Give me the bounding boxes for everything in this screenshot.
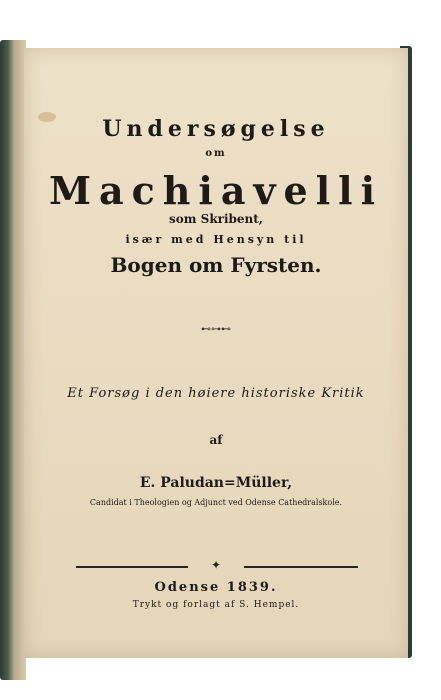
title-line-2: om bbox=[205, 148, 227, 159]
ornament-divider: ⊷⊶⊷ bbox=[201, 324, 231, 335]
by-line: af bbox=[209, 433, 223, 447]
title-page bbox=[24, 48, 408, 658]
subtitle-line-2: især med Hensyn til bbox=[125, 233, 307, 246]
subtitle-line-1: som Skribent, bbox=[169, 212, 263, 226]
title-line-1: Undersøgelse bbox=[102, 116, 330, 142]
main-title: Machiavelli bbox=[48, 168, 384, 213]
rule-right bbox=[244, 566, 358, 568]
book-spine-edge bbox=[0, 40, 26, 680]
ornament-star: ✦ bbox=[210, 558, 222, 572]
subtitle-essay: Et Forsøg i den høiere historiske Kritik bbox=[67, 386, 365, 401]
place-year: Odense 1839. bbox=[154, 580, 278, 595]
author-name: E. Paludan=Müller, bbox=[139, 475, 293, 491]
printer-line: Trykt og forlagt af S. Hempel. bbox=[132, 600, 300, 610]
author-title: Candidat i Theologien og Adjunct ved Odense Cathedralskole. bbox=[89, 498, 343, 507]
subtitle-line-3: Bogen om Fyrsten. bbox=[110, 253, 322, 277]
